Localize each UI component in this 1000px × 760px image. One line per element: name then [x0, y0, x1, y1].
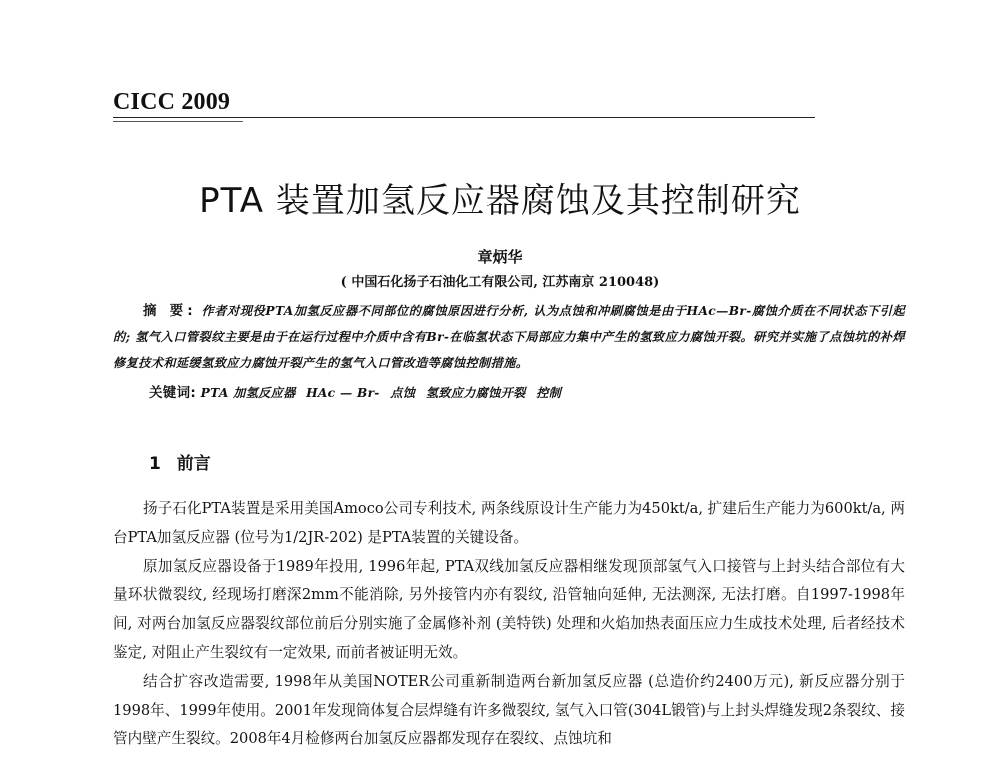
abstract-label: 摘 要:: [143, 303, 197, 319]
section-title: 前言: [176, 454, 211, 474]
abstract-text: 作者对现役PTA加氢反应器不同部位的腐蚀原因进行分析, 认为点蚀和冲刷腐蚀是由于HAc—Br-腐蚀介质在不同状态下引起的; 氢气入口管裂纹主要是由于在运行过程中介质中含有Br-在临氢状态下局部应力集中产生的氢致应力腐蚀开裂。研究并实施了点蚀坑的补焊修复技术和延缓氢致应力腐蚀开裂产生的氢气入口管改造等腐蚀控制措施。: [113, 304, 905, 370]
header-rule-underline: [113, 121, 243, 122]
paper-title: PTA 装置加氢反应器腐蚀及其控制研究: [199, 181, 801, 221]
abstract: [113, 298, 905, 376]
keyword: PTA 加氢反应器: [200, 386, 296, 400]
author-affiliation: ( 中国石化扬子石油化工有限公司, 江苏南京 210048): [340, 275, 660, 290]
keyword: 氢致应力腐蚀开裂: [425, 386, 526, 400]
keyword: 点蚀: [390, 386, 416, 400]
section-number: 1: [149, 454, 161, 474]
keywords-label: 关键词:: [149, 385, 197, 401]
section-body: [113, 495, 905, 754]
body-paragraph: 扬子石化PTA装置是采用美国Amoco公司专利技术, 两条线原设计生产能力为450kt/a, 扩建后生产能力为600kt/a, 两台PTA加氢反应器 (位号为1/2JR-202) 是PTA装置的关键设备。: [113, 500, 905, 546]
running-header: [113, 88, 815, 122]
keywords: [149, 382, 909, 404]
body-paragraph: 结合扩容改造需要, 1998年从美国NOTER公司重新制造两台新加氢反应器 (总造价约2400万元), 新反应器分别于1998年、1999年使用。2001年发现筒体复合层焊缝有许多微裂纹, 氢气入口管(304L锻管)与上封头焊缝发现2条裂纹、接管内壁产生裂纹。2008年4月检修两台加氢反应器都发现存在裂纹、点蚀坑和: [113, 672, 905, 748]
section-heading: [149, 452, 211, 476]
keyword: HAc — Br-: [306, 386, 380, 400]
header-rule: [113, 117, 815, 118]
paper-author: 章炳华: [477, 248, 523, 266]
conference-name: CICC 2009: [113, 89, 231, 115]
body-paragraph: 原加氢反应器设备于1989年投用, 1996年起, PTA双线加氢反应器相继发现顶部氢气入口接管与上封头结合部位有大量环状微裂纹, 经现场打磨深2mm不能消除, 另外接管内亦有裂纹, 沿管轴向延伸, 无法测深, 无法打磨。自1997-1998年间, 对两台加氢反应器裂纹部位前后分别实施了金属修补剂 (美特铁) 处理和火焰加热表面压应力生成技术处理, 后者经技术鉴定, 对阻止产生裂纹有一定效果, 而前者被证明无效。: [113, 557, 905, 661]
keyword: 控制: [536, 386, 562, 400]
